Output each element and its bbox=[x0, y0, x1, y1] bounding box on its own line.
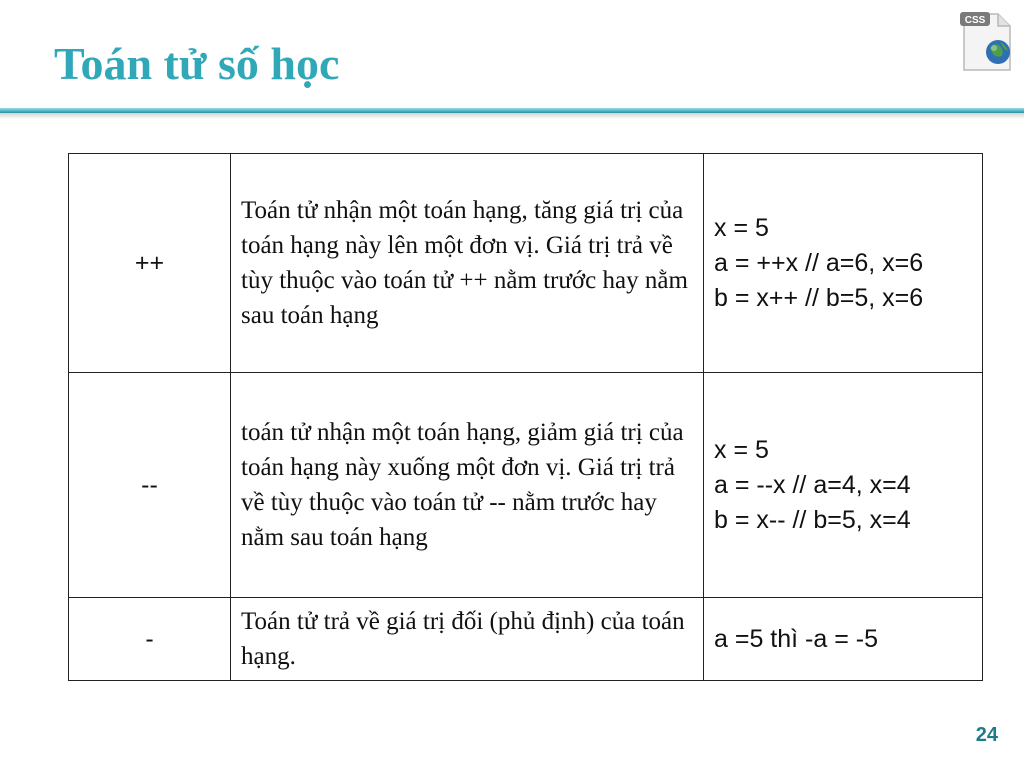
description-cell: toán tử nhận một toán hạng, giảm giá trị của toán hạng này xuống một đơn vị. Giá trị trả về tùy thuộc vào toán tử -- nằm trước hay nằm sau toán hạng bbox=[231, 373, 704, 598]
table-row bbox=[69, 154, 983, 373]
operators-table bbox=[68, 153, 983, 681]
operator-cell: ++ bbox=[69, 154, 231, 373]
css-logo-text: CSS bbox=[964, 15, 986, 26]
title-underline-shadow bbox=[0, 113, 1024, 119]
table-row bbox=[69, 598, 983, 681]
example-line: a = ++x // a=6, x=6 bbox=[714, 248, 924, 277]
operator-cell: -- bbox=[69, 373, 231, 598]
description-cell: Toán tử trả về giá trị đối (phủ định) của toán hạng. bbox=[231, 598, 704, 681]
example-line: b = x-- // b=5, x=4 bbox=[714, 505, 911, 534]
example-cell bbox=[704, 598, 983, 681]
example-cell bbox=[704, 373, 983, 598]
table-row bbox=[69, 373, 983, 598]
description-cell: Toán tử nhận một toán hạng, tăng giá trị của toán hạng này lên một đơn vị. Giá trị trả về tùy thuộc vào toán tử ++ nằm trước hay nằm sau toán hạng bbox=[231, 154, 704, 373]
css-file-icon bbox=[958, 8, 1016, 74]
example-line: a = --x // a=4, x=4 bbox=[714, 470, 911, 499]
page-number: 24 bbox=[975, 724, 998, 746]
slide-title: Toán tử số học bbox=[54, 38, 340, 89]
example-line: x = 5 bbox=[714, 213, 769, 242]
example-line: b = x++ // b=5, x=6 bbox=[714, 283, 924, 312]
operator-cell: - bbox=[69, 598, 231, 681]
example-line: x = 5 bbox=[714, 435, 769, 464]
example-line: a =5 thì -a = -5 bbox=[714, 624, 878, 653]
example-cell bbox=[704, 154, 983, 373]
